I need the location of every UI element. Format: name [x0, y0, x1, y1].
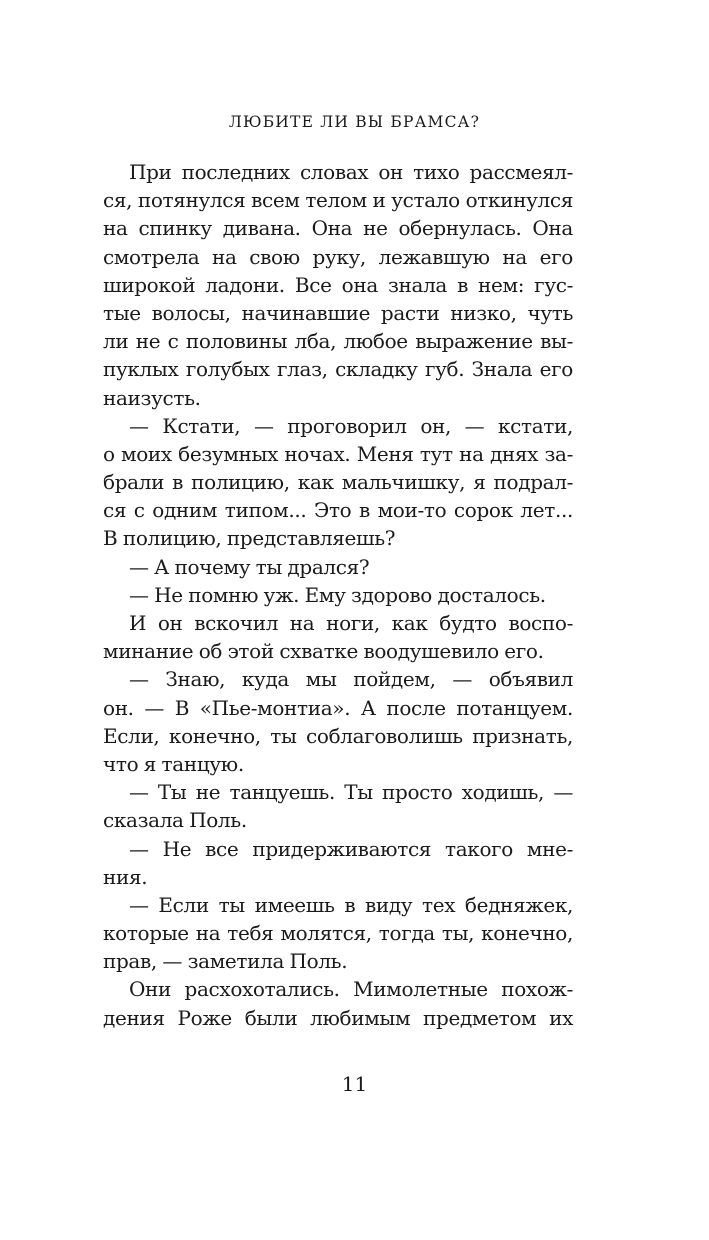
- text-line: И он вскочил на ноги, как будто воспо-: [129, 611, 573, 635]
- page-number: 11: [341, 1072, 368, 1096]
- text-line: При последних словах он тихо рассмеял-: [129, 160, 573, 184]
- text-line: — Если ты имеешь в виду тех бедняжек,: [129, 892, 573, 917]
- text-line: которые на тебя молятся, тогда ты, конечно,: [103, 921, 573, 946]
- text-line: Если, конечно, ты соблаговолишь признать,: [103, 723, 573, 748]
- text-line: прав, — заметила Поль.: [103, 949, 348, 974]
- text-line: сказала Поль.: [103, 808, 247, 833]
- text-line: дения Роже были любимым предметом их: [103, 1005, 573, 1030]
- text-line: ся с одним типом... Это в мои-то сорок лет...: [103, 498, 573, 523]
- text-line: — Знаю, куда мы пойдем, — объявил: [129, 667, 573, 692]
- text-line: — Кстати, — проговорил он, — кстати,: [129, 413, 573, 438]
- text-line: ния.: [103, 864, 148, 889]
- text-line: на спинку дивана. Она не обернулась. Она: [103, 216, 573, 241]
- text-line: ся, потянулся всем телом и устало откинулся: [103, 188, 573, 213]
- text-line: В полицию, представляешь?: [103, 526, 396, 551]
- text-line: широкой ладони. Все она знала в нем: гус-: [103, 272, 573, 297]
- text-line: он. — В «Пье-монтиа». А после потанцуем.: [103, 695, 573, 720]
- text-line: Они расхохотались. Мимолетные похож-: [129, 977, 573, 1002]
- body-text: [103, 158, 573, 1032]
- text-line: — Не все придерживаются такого мне-: [129, 836, 573, 861]
- text-line: — А почему ты дрался?: [129, 554, 370, 579]
- text-line: наизусть.: [103, 385, 201, 410]
- text-line: — Ты не танцуешь. Ты просто ходишь, —: [129, 780, 573, 805]
- text-line: пуклых голубых глаз, складку губ. Знала его: [103, 357, 573, 382]
- text-line: о моих безумных ночах. Меня тут на днях за-: [103, 441, 573, 466]
- text-line: смотрела на свою руку, лежавшую на его: [103, 244, 573, 269]
- running-head: ЛЮБИТЕ ЛИ ВЫ БРАМСА?: [228, 113, 481, 131]
- text-line: — Не помню уж. Ему здорово досталось.: [129, 582, 546, 607]
- text-line: ли не с половины лба, любое выражение вы-: [103, 329, 573, 354]
- text-line: минание об этой схватке воодушевило его.: [103, 639, 544, 664]
- text-line: тые волосы, начинавшие расти низко, чуть: [103, 300, 573, 325]
- text-line: что я танцую.: [103, 751, 244, 776]
- text-line: брали в полицию, как мальчишку, я подрал-: [103, 470, 573, 495]
